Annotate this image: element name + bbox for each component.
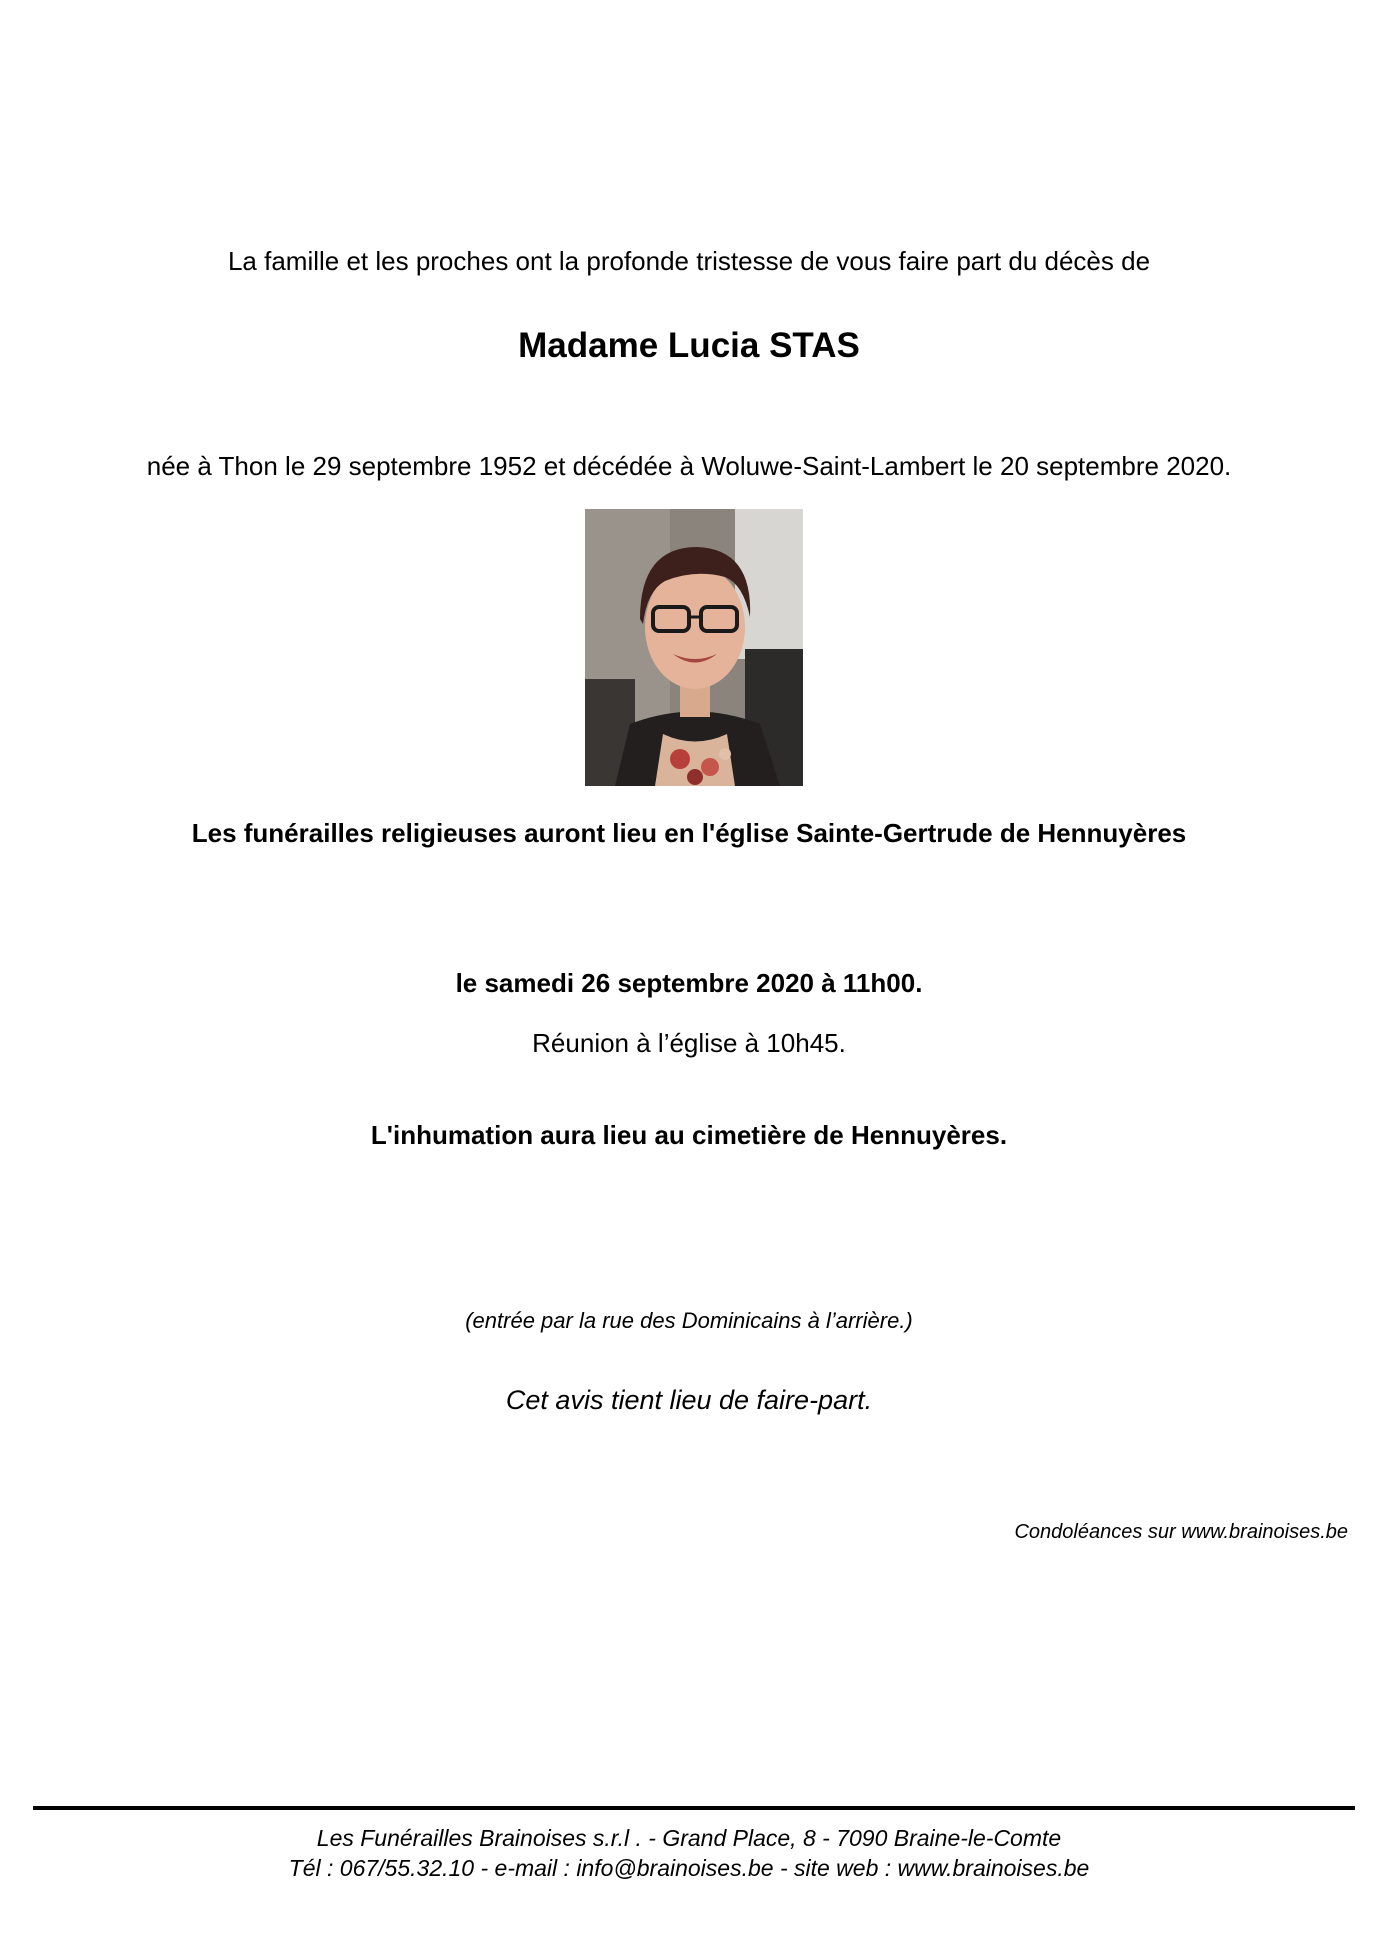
burial-text: L'inhumation aura lieu au cimetière de Hennuyères. xyxy=(370,1120,1008,1150)
funeral-location-text: Les funérailles religieuses auront lieu en l'église Sainte-Gertrude de Hennuyères xyxy=(191,818,1187,848)
notice-text: Cet avis tient lieu de faire-part. xyxy=(505,1385,873,1415)
footer-divider xyxy=(33,1806,1355,1810)
footer-address: Les Funérailles Brainoises s.r.l . - Grand Place, 8 - 7090 Braine-le-Comte xyxy=(316,1825,1062,1851)
deceased-name: Madame Lucia STAS xyxy=(518,326,860,365)
intro-text: La famille et les proches ont la profonde tristesse de vous faire part du décès de xyxy=(227,246,1151,276)
entrance-note: (entrée par la rue des Dominicains à l’arrière.) xyxy=(465,1308,913,1333)
footer-contact: Tél : 067/55.32.10 - e-mail : info@brainoises.be - site web : www.brainoises.be xyxy=(288,1855,1090,1881)
birth-death-text: née à Thon le 29 septembre 1952 et décédée à Woluwe-Saint-Lambert le 20 septembre 2020. xyxy=(146,451,1232,481)
condolences-link[interactable]: Condoléances sur www.brainoises.be xyxy=(1014,1521,1348,1543)
funeral-date-text: le samedi 26 septembre 2020 à 11h00. xyxy=(455,968,923,998)
meeting-time-text: Réunion à l’église à 10h45. xyxy=(532,1028,846,1058)
portrait-photo xyxy=(585,509,803,786)
